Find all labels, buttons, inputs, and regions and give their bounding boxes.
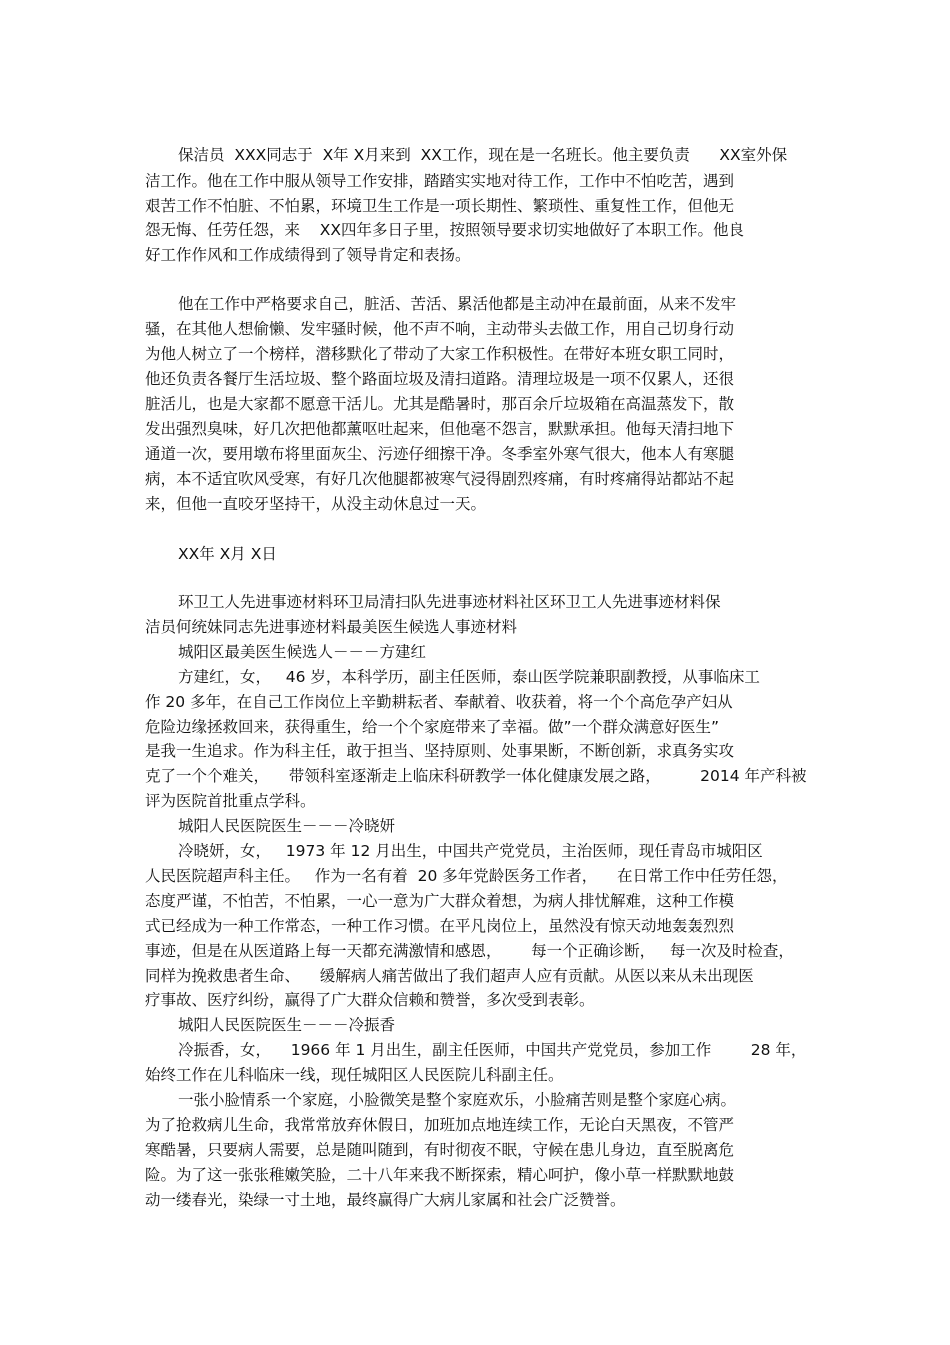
text-line: 态度严谨，不怕苦，不怕累，一心一意为广大群众着想，为病人排忧解难，这种工作模 — [145, 892, 735, 910]
text-line: 一张小脸情系一个家庭，小脸微笑是整个家庭欢乐，小脸痛苦则是整个家庭心病。 — [178, 1091, 737, 1109]
text-line: 骚，在其他人想偷懒、发牢骚时候，他不声不响，主动带头去做工作，用自己切身行动 — [145, 320, 735, 338]
text-line: 同样为挽救患者生命、 缓解病人痛苦做出了我们超声人应有贡献。从医以来从未出现医 — [145, 967, 754, 985]
text-line: 发出强烈臭味，好几次把他都薰呕吐起来，但他毫不怨言，默默承担。他每天清扫地下 — [145, 420, 735, 438]
text-line: 怨无悔、任劳任怨，来 XX四年多日子里，按照领导要求切实地做好了本职工作。他良 — [145, 221, 744, 239]
text-line: 好工作作风和工作成绩得到了领导肯定和表扬。 — [145, 246, 471, 264]
text-line: 人民医院超声科主任。 作为一名有着 20 多年党龄医务工作者， 在日常工作中任劳任怨， — [145, 867, 788, 885]
text-line: 克了一个个难关， 带领科室逐渐走上临床科研教学一体化健康发展之路， 2014 年产科被 — [145, 767, 807, 785]
text-line: 他在工作中严格要求自己，脏活、苦活、累活他都是主动冲在最前面，从来不发牢 — [178, 295, 737, 313]
text-line: 评为医院首批重点学科。 — [145, 792, 316, 810]
text-line: 洁员何统妹同志先进事迹材料最美医生候选人事迹材料 — [145, 618, 518, 636]
text-line: 保洁员 XXX同志于 X年 X月来到 XX工作，现在是一名班长。他主要负责 XX室外保 — [178, 146, 788, 164]
text-line: 事迹，但是在从医道路上每一天都充满激情和感恩， 每一个正确诊断， 每一次及时检查， — [145, 942, 794, 960]
text-line: 寒酷暑，只要病人需要，总是随叫随到，有时彻夜不眠，守候在患儿身边，直至脱离危 — [145, 1141, 735, 1159]
text-line: 疗事故、医疗纠纷，赢得了广大群众信赖和赞誉，多次受到表彰。 — [145, 991, 595, 1009]
text-line: 他还负责各餐厅生活垃圾、整个路面垃圾及清扫道路。清理垃圾是一项不仅累人，还很 — [145, 370, 735, 388]
text-line: 冷晓妍，女， 1973 年 12 月出生，中国共产党党员，主治医师，现任青岛市城阳区 — [178, 842, 763, 860]
text-line: 方建红，女， 46 岁，本科学历，副主任医师，泰山医学院兼职副教授，从事临床工 — [178, 668, 760, 686]
text-line: 冷振香，女， 1966 年 1 月出生，副主任医师，中国共产党党员，参加工作 28 年， — [178, 1041, 807, 1059]
text-line: 城阳人民医院医生－－－冷振香 — [178, 1016, 396, 1034]
text-line: 通道一次，要用墩布将里面灰尘、污迹仔细擦干净。冬季室外寒气很大，他本人有寒腿 — [145, 445, 735, 463]
text-line: 式已经成为一种工作常态，一种工作习惯。在平凡岗位上，虽然没有惊天动地轰轰烈烈 — [145, 917, 735, 935]
text-line: 艰苦工作不怕脏、不怕累，环境卫生工作是一项长期性、繁琐性、重复性工作，但他无 — [145, 197, 735, 215]
text-line: 险。为了这一张张稚嫩笑脸，二十八年来我不断探索，精心呵护，像小草一样默默地鼓 — [145, 1166, 735, 1184]
text-line: 城阳人民医院医生－－－冷晓妍 — [178, 817, 396, 835]
text-line: 环卫工人先进事迹材料环卫局清扫队先进事迹材料社区环卫工人先进事迹材料保 — [178, 593, 721, 611]
text-line: 为了抢救病儿生命，我常常放弃休假日，加班加点地连续工作，无论白天黑夜，不管严 — [145, 1116, 735, 1134]
text-line: 来，但他一直咬牙坚持干，从没主动休息过一天。 — [145, 495, 487, 513]
text-line: 始终工作在儿科临床一线，现任城阳区人民医院儿科副主任。 — [145, 1066, 564, 1084]
text-line: 脏活儿，也是大家都不愿意干活儿。尤其是酷暑时，那百余斤垃圾箱在高温蒸发下，散 — [145, 395, 735, 413]
text-line: 是我一生追求。作为科主任，敢于担当、坚持原则、处事果断，不断创新，求真务实攻 — [145, 742, 735, 760]
text-line: 危险边缘拯救回来，获得重生，给一个个家庭带来了幸福。做”一个群众满意好医生” — [145, 718, 720, 736]
text-line: 病，本不适宜吹风受寒，有好几次他腿都被寒气浸得剧烈疼痛，有时疼痛得站都站不起 — [145, 470, 735, 488]
text-line: 为他人树立了一个榜样，潜移默化了带动了大家工作积极性。在带好本班女职工同时， — [145, 345, 735, 363]
text-line: 城阳区最美医生候选人－－－方建红 — [178, 643, 427, 661]
text-line: 动一缕春光，染绿一寸土地，最终赢得广大病儿家属和社会广泛赞誉。 — [145, 1191, 626, 1209]
date-line: XX年 X月 X日 — [178, 545, 277, 563]
text-line: 洁工作。他在工作中服从领导工作安排，踏踏实实地对待工作，工作中不怕吃苦，遇到 — [145, 172, 735, 190]
text-line: 作 20 多年，在自己工作岗位上辛勤耕耘者、奉献着、收获着，将一个个高危孕产妇从 — [145, 693, 733, 711]
